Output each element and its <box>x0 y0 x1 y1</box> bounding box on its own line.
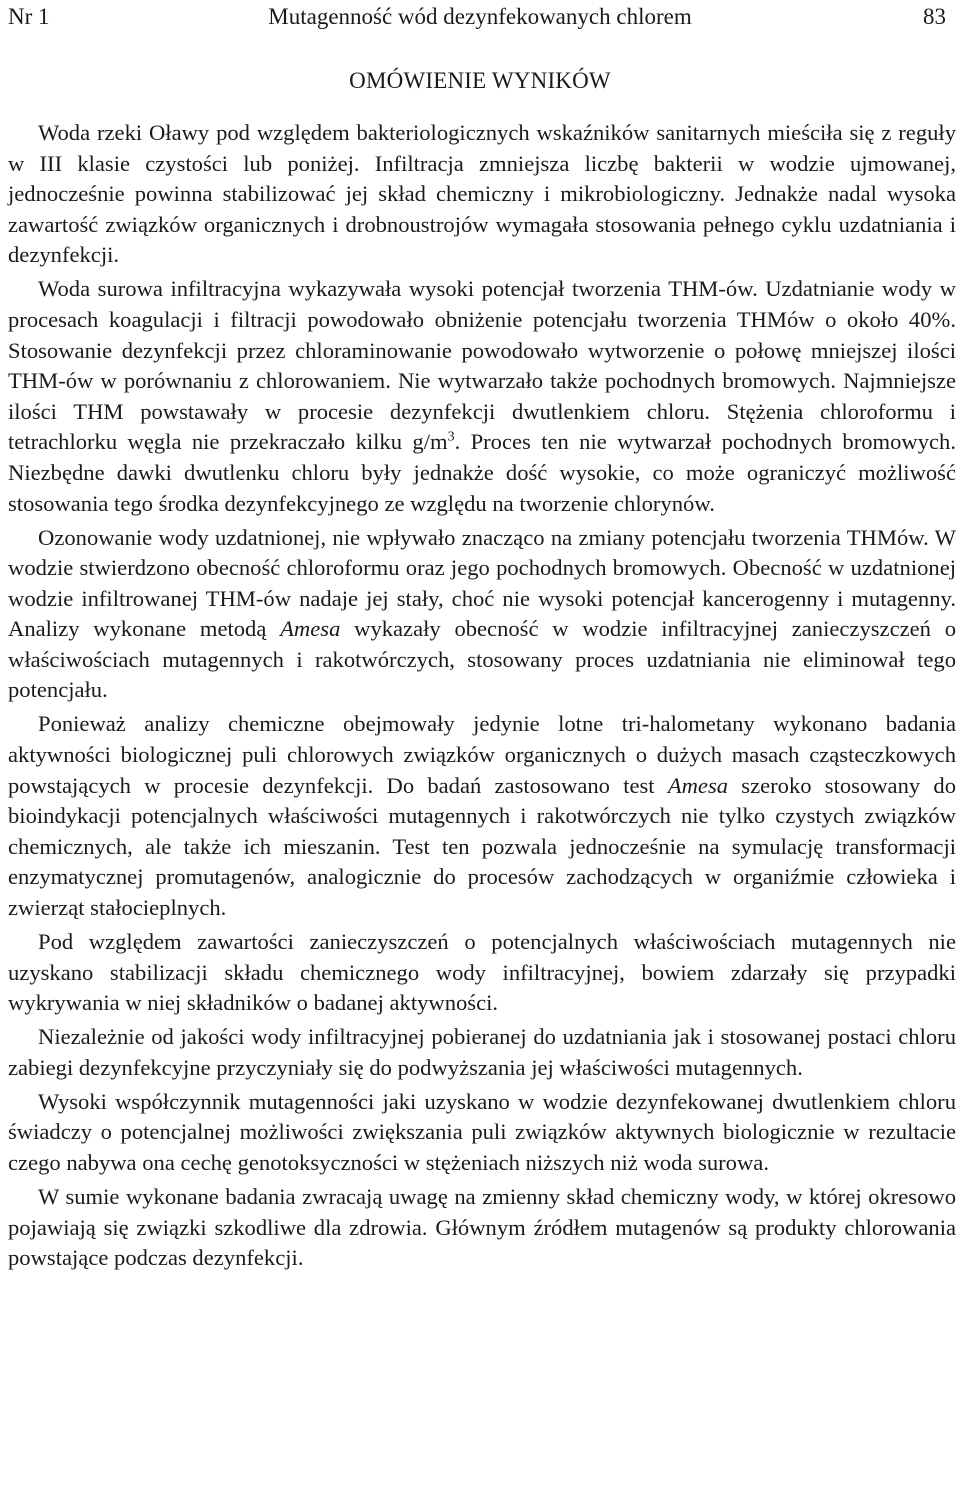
paragraph-4-text-a: Ponieważ analizy chemiczne obejmowały jedynie lotne tri-halometany wykonano badania aktywności biologicznej puli chlorowych związków organicznych o dużych masach cząsteczkowych powstających w procesie dezynfekcji. Do badań zastosowano test <box>8 711 956 798</box>
journal-issue: Nr 1 <box>8 4 50 29</box>
paragraph-3-text-a: Ozonowanie wody uzdatnionej, nie wpływało znacząco na zmiany potencjału tworzenia THMów. W wodzie stwierdzono obecność chloroformu oraz jego pochodnych bromowych. Obecność w uzdatnionej wodzie infiltrowanej THM-ów nadaje jej stały, choć nie wysoki potencjał kancerogenny i mutagenny. Analizy wykonane metodą <box>8 524 956 642</box>
running-title: Mutagenność wód dezynfekowanych chlorem <box>268 4 692 29</box>
page-number: 83 <box>923 4 946 29</box>
running-head <box>8 2 952 32</box>
paragraph-3-text-b: wykazały obecność w wodzie infiltracyjnej zanieczyszczeń o właściwościach mutagennych i rakotwórczych, stosowany proces uzdatniania nie eliminował tego potencjału. <box>8 616 956 703</box>
paragraph-7: Wysoki współczynnik mutagenności jaki uzyskano w wodzie dezynfekowanej dwutlenkiem chloru świadczy o potencjalnej możliwości zwiększania puli związków aktywnych biologicznie w rezultacie czego nabywa ona cechę genotoksyczności w stężeniach niższych niż woda surowa. <box>8 1088 956 1175</box>
paragraph-8: W sumie wykonane badania zwracają uwagę na zmienny skład chemiczny wody, w której okresowo pojawiają się związki szkodliwe dla zdrowia. Głównym źródłem mutagenów są produkty chlorowania powstające podczas dezynfekcji. <box>8 1183 956 1271</box>
article-body <box>8 118 956 1277</box>
italic-term: Amesa <box>667 772 729 798</box>
italic-term: Amesa <box>280 616 341 642</box>
paragraph-2 <box>8 274 956 519</box>
paragraph-1: Woda rzeki Oławy pod względem bakteriologicznych wskaźników sanitarnych mieściła się z reguły w III klasie czystości lub poniżej. Infiltracja zmniejsza liczbę bakterii w wodzie ujmowanej, jednocześnie powinna stabilizować jej skład chemiczny i mikrobiologiczny. Jednakże nadal wysoka zawartość związków organicznych i drobnoustrojów wymagała stosowania pełnego cyklu uzdatniania i dezynfekcji. <box>8 120 956 268</box>
paragraph-3 <box>8 523 956 707</box>
superscript-exponent: 3 <box>447 429 455 445</box>
paragraph-2-text-a: Woda surowa infiltracyjna wykazywała wysoki potencjał tworzenia THM-ów. Uzdatnianie wody w procesach koagulacji i filtracji powodowało obniżenie potencjału tworzenia THMów o około 40%. Stosowanie dezynfekcji przez chloraminowanie powodowało wytworzenie o połowę mniejszej ilości THM-ów w porównaniu z chlorowaniem. Nie wytwarzało także pochodnych bromowych. Najmniejsze ilości THM powstawały w procesie dezynfekcji dwutlenkiem chloru. Stężenia chloroformu i tetrachlorku węgla nie przekraczało kilku g/m <box>8 276 956 455</box>
paragraph-2-text-b: . Proces ten nie wytwarzał pochodnych bromowych. Niezbędne dawki dwutlenku chloru były jednakże dość wysokie, co może ograniczyć możliwość stosowania tego środka dezynfekcyjnego ze względu na tworzenie chlorynów. <box>8 429 956 516</box>
paragraph-6: Niezależnie od jakości wody infiltracyjnej pobieranej do uzdatniania jak i stosowanej postaci chloru zabiegi dezynfekcyjne przyczyniały się do podwyższania jej właściwości mutagennych. <box>8 1024 956 1080</box>
paragraph-4-text-b: szeroko stosowany do bioindykacji potencjalnych właściwości mutagennych i rakotwórczych nie tylko czystych związków chemicznych, ale także ich mieszanin. Test ten pozwala jednocześnie na symulację transformacji enzymatycznej promutagenów, analogicznie do procesów zachodzących w organiźmie człowieka i zwierząt stałocieplnych. <box>8 772 957 921</box>
paragraph-4 <box>8 709 956 923</box>
section-title: OMÓWIENIE WYNIKÓW <box>349 68 611 93</box>
paragraph-5: Pod względem zawartości zanieczyszczeń o potencjalnych właściwościach mutagennych nie uzyskano stabilizacji składu chemicznego wody infiltracyjnej, bowiem zdarzały się przypadki wykrywania w niej składników o badanej aktywności. <box>8 929 956 1016</box>
